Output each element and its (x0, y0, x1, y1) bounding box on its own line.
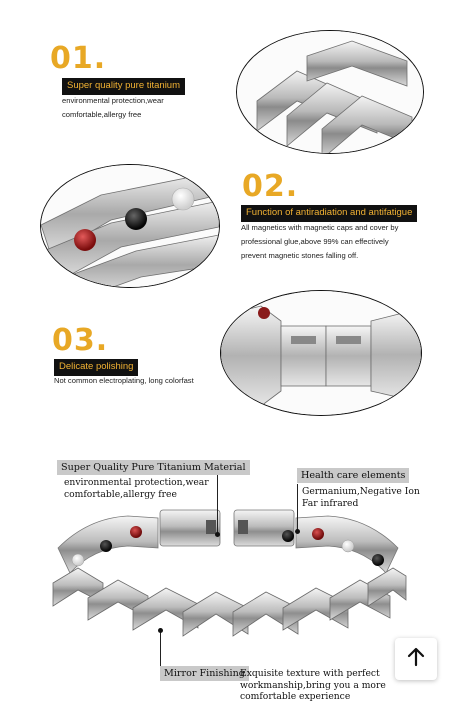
material-description (64, 477, 209, 500)
health-pointer-line (297, 484, 298, 532)
material-pointer-line (217, 475, 218, 535)
mirror-description-line: Exquisite texture with perfect (240, 668, 380, 679)
feature-3-title: Delicate polishing (54, 359, 138, 376)
mirror-label: Mirror Finishing (160, 666, 249, 681)
health-description (302, 486, 420, 509)
feature-1-description-line: comfortable,allergy free (62, 110, 142, 120)
health-description-line: Germanium,Negative Ion (302, 486, 420, 497)
magnetic-stones-image (40, 164, 220, 288)
feature-2-description-line: All magnetics with magnetic caps and cover by (241, 223, 399, 232)
arrow-up-icon (405, 646, 427, 673)
feature-1-description-line: environmental protection,wear (62, 96, 164, 105)
titanium-closeup-image (236, 30, 424, 154)
mirror-description-line: workmanship,bring you a more (240, 679, 386, 691)
mirror-pointer-dot (158, 628, 163, 633)
mirror-description-line: comfortable experience (240, 691, 351, 702)
feature-2-title: Function of antiradiation and antifatigue (241, 205, 417, 222)
polished-clasp-image (220, 290, 422, 416)
scroll-to-top-button[interactable] (395, 638, 437, 680)
feature-3-number: 03. (52, 323, 109, 358)
feature-1-description (62, 94, 164, 122)
material-label: Super Quality Pure Titanium Material (57, 460, 250, 475)
feature-2-description (241, 221, 398, 263)
feature-2-number: 02. (242, 169, 299, 204)
feature-2-description-line: prevent magnetic stones falling off. (241, 251, 359, 261)
mirror-description (240, 668, 386, 703)
health-label: Health care elements (297, 468, 409, 483)
feature-3-description-line: Not common electroplating, long colorfast (54, 376, 194, 385)
material-description-line: environmental protection,wear (64, 477, 209, 488)
feature-3-description (54, 374, 194, 388)
bracelet-image (48, 488, 408, 658)
feature-1-title: Super quality pure titanium (62, 78, 185, 95)
material-description-line: comfortable,allergy free (64, 488, 177, 500)
feature-2-description-line: professional glue,above 99% can effectively (241, 237, 389, 247)
mirror-pointer-line (160, 630, 161, 668)
feature-1-number: 01. (50, 41, 107, 76)
material-pointer-dot (215, 532, 220, 537)
health-pointer-dot (295, 529, 300, 534)
health-description-line: Far infrared (302, 497, 359, 509)
